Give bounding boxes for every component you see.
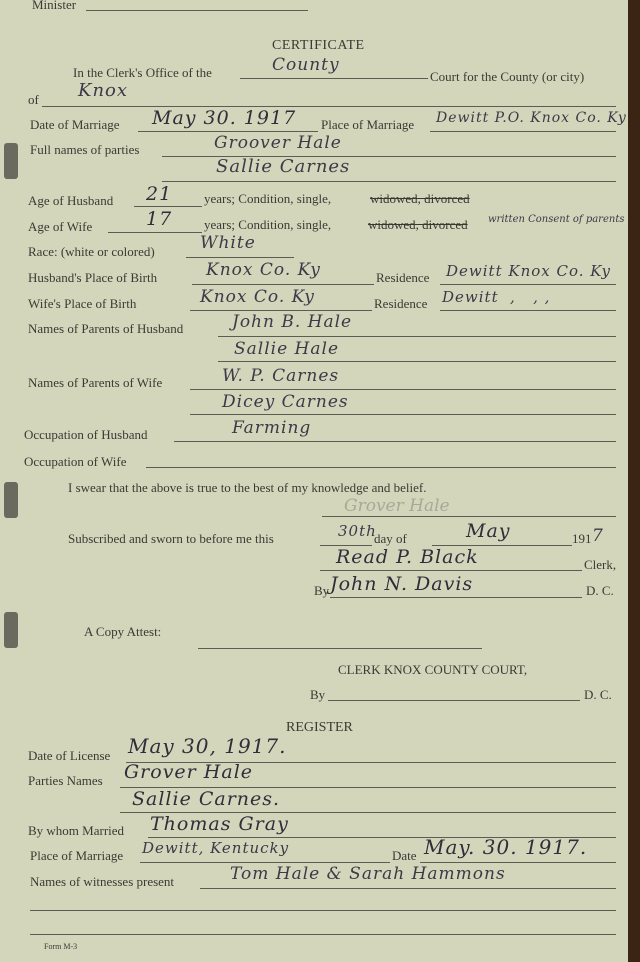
month-value: May [466,520,511,542]
year-suffix: 7 [592,526,604,546]
wife-residence-label: Residence [374,296,428,311]
clerk-label: Clerk, [584,557,617,572]
of-value: Knox [78,80,129,101]
occupation-husband-value: Farming [232,418,312,438]
register-party2: Sallie Carnes. [132,788,281,810]
age-husband-condition: years; Condition, single, [204,191,332,206]
full-names-label: Full names of parties [30,142,140,157]
parents-husband-label: Names of Parents of Husband [28,321,184,336]
age-husband-value: 21 [146,183,173,205]
date-of-marriage-label: Date of Marriage [30,117,120,132]
deputy-signature: John N. Davis [330,573,474,595]
consent-note: written Consent of parents [488,214,625,225]
husband-widowed-divorced: widowed, divorced [370,191,470,206]
binder-hole [4,143,18,179]
husband-birth-value: Knox Co. Ky [206,260,321,280]
certificate-title: CERTIFICATE [272,38,365,53]
party1-value: Groover Hale [214,133,342,153]
swear-statement: I swear that the above is true to the best of my knowledge and belief. [68,480,427,495]
register-place-label: Place of Marriage [30,848,124,863]
date-of-marriage-value: May 30. 1917 [152,107,297,129]
race-label: Race: (white or colored) [28,244,155,259]
parents-husband-2: Sallie Hale [234,339,340,359]
register-place-value: Dewitt, Kentucky [142,839,290,857]
husband-birth-label: Husband's Place of Birth [28,270,158,285]
binder-edge [628,0,640,962]
register-date-value: May. 30. 1917. [424,835,588,859]
husband-residence-label: Residence [376,270,430,285]
of-label: of [28,92,39,107]
parents-husband-1: John B. Hale [232,312,353,332]
party2-value: Sallie Carnes [216,156,351,177]
husband-residence-value: Dewitt Knox Co. Ky [446,262,611,280]
by-whom-value: Thomas Gray [150,813,289,835]
faint-signature-stamp: Grover Hale [344,496,450,516]
age-wife-condition: years; Condition, single, [204,217,332,232]
register-date-label: Date [392,848,417,863]
place-of-marriage-label: Place of Marriage [321,117,415,132]
subscribed-label: Subscribed and sworn to before me this [68,531,274,546]
by-whom-label: By whom Married [28,823,125,838]
clerk-court-label: CLERK KNOX COUNTY COURT, [338,662,528,677]
clerk-office-label: In the Clerk's Office of the [73,65,212,80]
day-of-label: day of [374,531,407,546]
form-number: Form M-3 [44,942,78,951]
dc-label-2: D. C. [584,687,612,702]
parties-names-label: Parties Names [28,773,103,788]
parents-wife-2: Dicey Carnes [222,392,349,412]
register-party1: Grover Hale [124,761,254,783]
dc-label: D. C. [586,583,614,598]
court-label: Court for the County (or city) [430,69,585,84]
age-wife-label: Age of Wife [28,219,93,234]
wife-residence-value: Dewitt [442,288,499,306]
clerk-signature: Read P. Black [336,546,479,568]
parents-wife-label: Names of Parents of Wife [28,375,163,390]
witnesses-value: Tom Hale & Sarah Hammons [230,864,506,884]
ditto-marks: , , , [510,288,551,306]
date-of-license-value: May 30, 1917. [128,734,287,758]
age-wife-value: 17 [146,208,173,230]
age-husband-label: Age of Husband [28,193,114,208]
occupation-wife-label: Occupation of Wife [24,454,127,469]
clerk-office-value: County [272,55,340,75]
day-value: 30th [338,522,377,540]
minister-label: Minister [32,0,77,12]
register-title: REGISTER [286,720,353,735]
date-of-license-label: Date of License [28,748,111,763]
parents-wife-1: W. P. Carnes [222,366,340,386]
witnesses-label: Names of witnesses present [30,874,175,889]
binder-hole [4,482,18,518]
wife-birth-label: Wife's Place of Birth [28,296,137,311]
copy-attest-label: A Copy Attest: [84,624,162,639]
place-of-marriage-value: Dewitt P.O. Knox Co. Ky [436,110,627,126]
race-value: White [200,233,256,253]
occupation-husband-label: Occupation of Husband [24,427,148,442]
by-label: By [314,583,330,598]
by-label-2: By [310,687,326,702]
wife-birth-value: Knox Co. Ky [200,287,315,307]
year-prefix: 191 [572,531,592,546]
wife-widowed-divorced: widowed, divorced [368,217,468,232]
binder-hole [4,612,18,648]
